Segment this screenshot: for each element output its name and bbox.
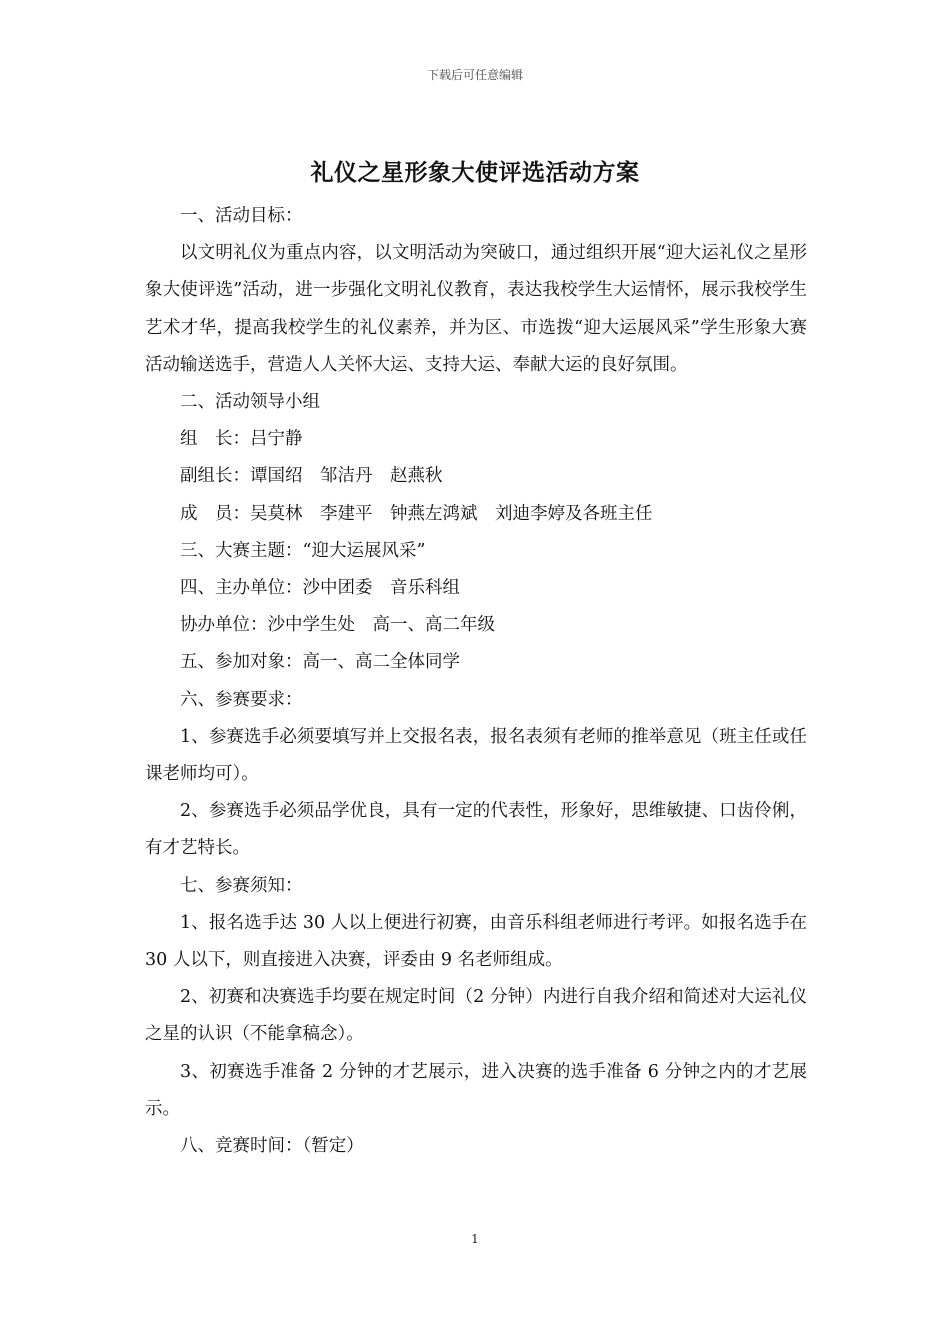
co-organizer-line: 协办单位：沙中学生处 高一、高二年级 [180,615,495,636]
notice-item: 2、初赛和决赛选手均要在规定时间（2 分钟）内进行自我介绍和简述对大运礼仪之星的认识（不能拿稿念）。 [145,987,807,1045]
requirement-item: 2、参赛选手必须品学优良，具有一定的代表性，形象好，思维敏捷、口齿伶俐，有才艺特长。 [145,801,807,859]
section-heading-schedule: 八、竞赛时间：（暂定） [180,1136,364,1157]
section-heading-requirements: 六、参赛要求： [180,689,303,710]
section-heading-notice: 七、参赛须知： [180,875,303,896]
members-line: 成 员：吴莫林 李建平 钟燕左鸿斌 刘迪李婷及各班主任 [180,503,653,524]
document-title: 礼仪之星形象大使评选活动方案 [310,159,640,186]
notice-item: 1、报名选手达 30 人以上便进行初赛，由音乐科组老师进行考评。如报名选手在 30 人以下，则直接进入决赛，评委由 9 名老师组成。 [145,912,807,971]
section-heading-organizer: 四、主办单位：沙中团委 音乐科组 [180,578,460,599]
header-note: 下载后可任意编辑 [426,68,523,82]
deputy-leader-line: 副组长：谭国绍 邹洁丹 赵燕秋 [180,466,443,487]
page-number: 1 [471,1232,479,1246]
requirement-item: 1、参赛选手必须要填写并上交报名表，报名表须有老师的推举意见（班主任或任课老师均可）。 [145,726,807,785]
document-body [145,198,807,1165]
section-heading-goal: 一、活动目标： [180,206,303,226]
notice-item: 3、初赛选手准备 2 分钟的才艺展示，进入决赛的选手准备 6 分钟之内的才艺展示。 [145,1061,807,1119]
section-heading-participants: 五、参加对象：高一、高二全体同学 [180,652,460,673]
paragraph-goal: 以文明礼仪为重点内容，以文明活动为突破口，通过组织开展“迎大运礼仪之星形象大使评选”活动，进一步强化文明礼仪教育，表达我校学生大运情怀，展示我校学生艺术才华，提高我校学生的礼仪素养，并为区、市选拨“迎大运展风采”学生形象大赛活动输送选手，营造人人关怀大运、支持大运、奉献大运的良好氛围。 [145,243,807,375]
section-heading-theme: 三、大赛主题：“迎大运展风采” [180,540,426,561]
section-heading-leadership: 二、活动领导小组 [180,392,320,413]
leader-line: 组 长：吕宁静 [180,429,303,450]
